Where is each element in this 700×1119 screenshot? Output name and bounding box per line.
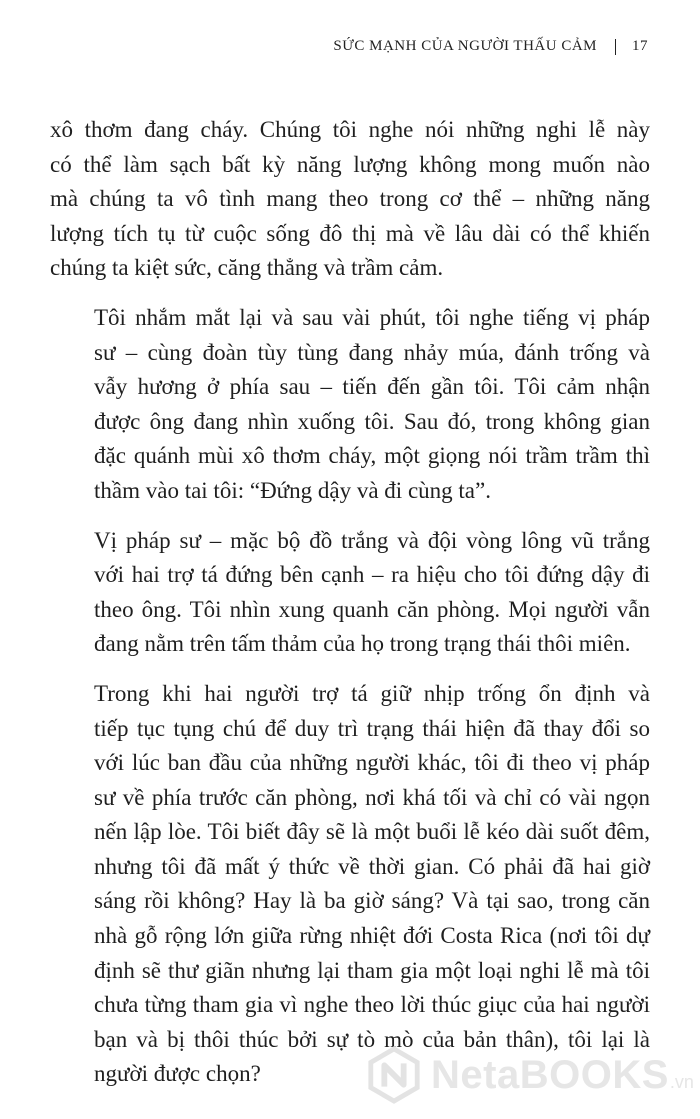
text-line: đặc quánh mùi xô thơm cháy, một giọng nói trầm trầm thì [94,443,650,469]
text-line: chúng ta kiệt sức, căng thẳng và trầm cảm. [50,255,444,281]
text-line: nhưng tôi đã mất ý thức về thời gian. Có phải đã hai giờ [94,853,650,879]
text-line: theo ông. Tôi nhìn xung quanh căn phòng. Mọi người vẫn [94,596,650,622]
text-line: bạn và bị thôi thúc bởi sự tò mò của bản thân), tôi lại là [94,1026,650,1052]
watermark-domain: .vn [669,1071,694,1092]
text-line: nến lập lòe. Tôi biết đây sẽ là một buổi lễ kéo dài suốt đêm, [94,819,650,845]
text-line: vẫy hương ở phía sau – tiến đến gần tôi. Tôi cảm nhận [94,374,650,400]
text-line: được ông đang nhìn xuống tôi. Sau đó, trong không gian [94,408,650,434]
text-line: thầm vào tai tôi: “Đứng dậy và đi cùng ta”. [94,477,491,503]
text-line: sáng rồi không? Hay là ba giờ sáng? Và tại sao, trong căn [94,888,650,914]
text-line: Tôi nhắm mắt lại và sau vài phút, tôi nghe tiếng vị pháp [94,304,650,330]
paragraph [50,677,650,1092]
paragraph [50,524,650,662]
text-line: người được chọn? [94,1061,261,1087]
netabooks-watermark [365,1040,695,1110]
text-line: nhà gỗ rộng lớn giữa rừng nhiệt đới Costa Rica (nơi tôi dự [94,923,650,949]
text-line: với lúc ban đầu của những người khác, tôi đi theo vị pháp [94,750,650,776]
text-line: đang nằm trên tấm thảm của họ trong trạng thái thôi miên. [94,631,631,657]
paragraph [50,113,650,286]
page-number: 17 [632,38,648,54]
text-line: chưa từng tham gia vì nghe theo lời thúc giục của hai người [94,992,650,1018]
text-line: xô thơm đang cháy. Chúng tôi nghe nói những nghi lễ này [50,117,650,142]
text-line: mà chúng ta vô tình mang theo trong cơ thể – những năng [50,186,650,212]
text-line: lượng tích tụ từ cuộc sống đô thị mà về lâu dài có thể khiến [50,220,650,246]
header-separator [615,39,616,55]
text-line: có thể làm sạch bất kỳ năng lượng không mong muốn nào [50,151,650,177]
body-text [50,113,650,1107]
running-header [333,38,648,55]
text-line: Vị pháp sư – mặc bộ đồ trắng và đội vòng lông vũ trắng [94,527,650,553]
text-line: định sẽ thư giãn nhưng lại tham gia một loại nghi lễ mà tôi [94,957,650,983]
text-line: sư về phía trước căn phòng, nơi khá tối và chỉ có vài ngọn [94,784,650,810]
text-line: Trong khi hai người trợ tá giữ nhịp trống ổn định và [94,680,650,706]
watermark-brand: NetaBOOKS [431,1052,669,1097]
n-logo-icon [365,1046,423,1104]
text-line: sư – cùng đoàn tùy tùng đang nhảy múa, đánh trống và [94,339,650,365]
text-line: với hai trợ tá đứng bên cạnh – ra hiệu cho tôi đứng dậy đi [94,562,650,588]
text-line: tiếp tục tụng chú để duy trì trạng thái hiện đã thay đổi so [94,715,650,741]
book-title: SỨC MẠNH CỦA NGƯỜI THẤU CẢM [333,38,597,54]
paragraph [50,301,650,509]
